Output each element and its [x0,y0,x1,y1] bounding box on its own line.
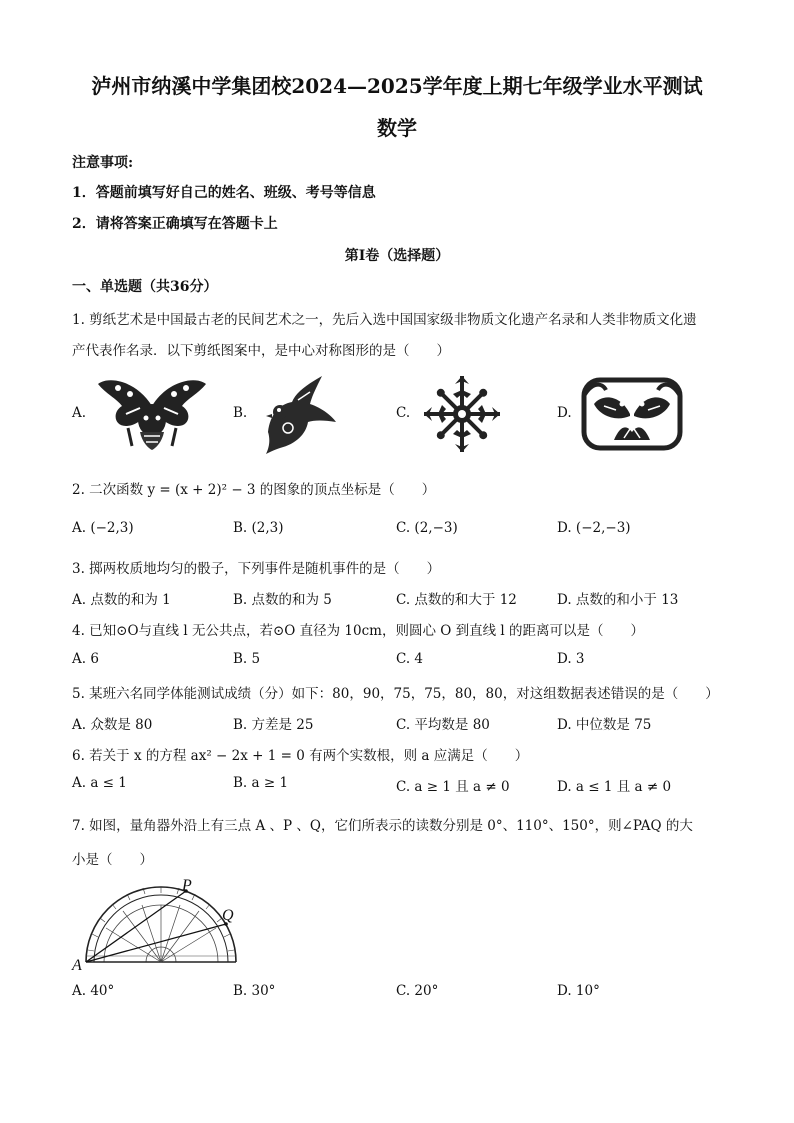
q4-option-d: D. 3 [557,651,585,667]
q7-option-c: C. 20° [396,983,439,999]
notice-item-1: 1．答题前填写好自己的姓名、班级、考号等信息 [72,185,376,201]
swallow-papercut-picture [262,374,338,454]
q3-option-a: A. 点数的和为 1 [72,592,171,608]
exam-title: 泸州市纳溪中学集团校2024—2025学年度上期七年级学业水平测试 [91,74,703,98]
snowflake-papercut-picture [420,374,504,454]
q2-stem: 2. 二次函数 y = (x + 2)² − 3 的图象的顶点坐标是（ ） [72,482,436,498]
q7-option-a: A. 40° [72,983,115,999]
double-fish-papercut-picture [580,376,684,452]
q7-option-b: B. 30° [233,983,276,999]
q6-option-a: A. a ≤ 1 [72,775,127,791]
q1-option-d-label: D. [557,405,572,421]
point-q-label: Q [222,907,234,924]
q2-option-c: C. (2,−3) [396,520,458,536]
volume-heading: 第I卷（选择题） [344,248,450,264]
q4-option-b: B. 5 [233,651,261,667]
q2-option-a: A. (−2,3) [72,520,134,536]
q4-stem: 4. 已知⊙O与直线 l 无公共点，若⊙O 直径为 10cm，则圆心 O 到直线 l 的距离可以是（ ） [72,623,645,639]
q7-stem-line-1: 7. 如图，量角器外沿上有三点 A 、P 、Q，它们所表示的读数分别是 0°、110°、150°，则∠PAQ 的大 [72,818,693,834]
q6-option-d: D. a ≤ 1 且 a ≠ 0 [557,779,672,795]
q5-option-a: A. 众数是 80 [72,717,153,733]
q6-option-b: B. a ≥ 1 [233,775,289,791]
q1-stem-line-2: 产代表作名录．以下剪纸图案中，是中心对称图形的是（ ） [72,343,450,359]
q4-option-a: A. 6 [72,651,99,667]
butterfly-papercut-picture [96,376,208,452]
q1-option-a-label: A. [72,405,87,421]
notice-item-2: 2．请将答案正确填写在答题卡上 [72,216,278,232]
q1-stem-line-1: 1. 剪纸艺术是中国最古老的民间艺术之一，先后入选中国国家级非物质文化遗产名录和人类非物质文化遗 [72,312,697,328]
point-a-label: A [72,957,82,972]
part-heading: 一、单选题（共36分） [72,279,218,295]
q6-stem: 6. 若关于 x 的方程 ax² − 2x + 1 = 0 有两个实数根，则 a 应满足（ ） [72,748,529,764]
q5-stem: 5. 某班六名同学体能测试成绩（分）如下：80，90，75，75，80，80，对这组数据表述错误的是（ ） [72,686,719,702]
point-p-label: P [182,877,192,894]
q5-option-d: D. 中位数是 75 [557,717,652,733]
q3-stem: 3. 掷两枚质地均匀的骰子，下列事件是随机事件的是（ ） [72,561,441,577]
subject-title: 数学 [377,116,417,140]
q3-option-c: C. 点数的和大于 12 [396,592,517,608]
q5-option-c: C. 平均数是 80 [396,717,490,733]
protractor-figure [64,872,254,972]
q7-stem-line-2: 小是（ ） [72,852,153,868]
q5-option-b: B. 方差是 25 [233,717,314,733]
q6-option-c: C. a ≥ 1 且 a ≠ 0 [396,779,510,795]
q1-option-b-label: B. [233,405,248,421]
q2-option-b: B. (2,3) [233,520,284,536]
q2-option-d: D. (−2,−3) [557,520,631,536]
q1-option-c-label: C. [396,405,411,421]
q3-option-d: D. 点数的和小于 13 [557,592,679,608]
q3-option-b: B. 点数的和为 5 [233,592,332,608]
q7-option-d: D. 10° [557,983,600,999]
q4-option-c: C. 4 [396,651,424,667]
notice-heading: 注意事项: [72,155,134,171]
